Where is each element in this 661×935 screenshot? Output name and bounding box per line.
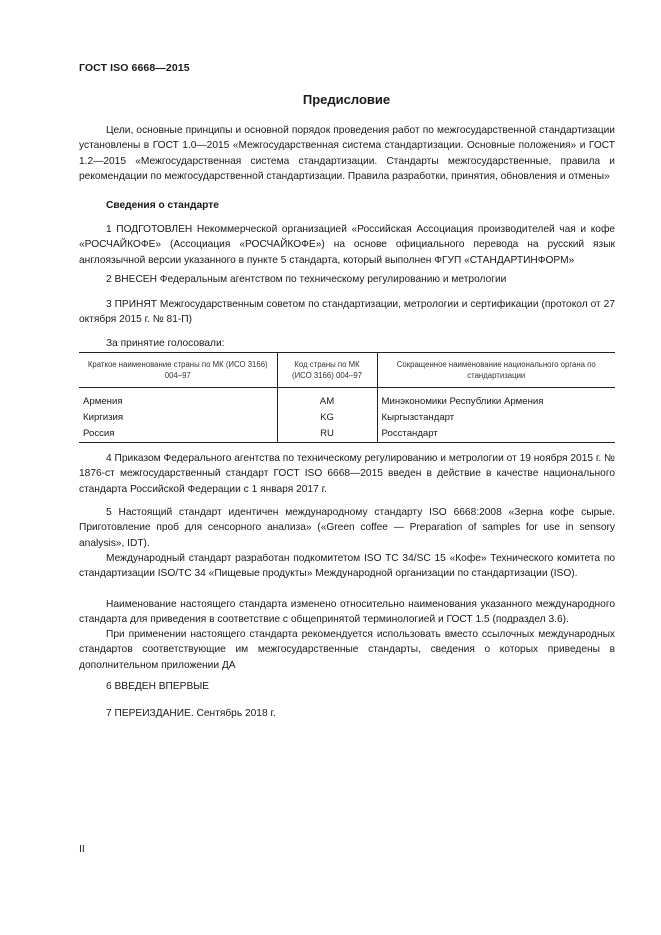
item-5-title-change-paragraph: Наименование настоящего стандарта изменено относительно наименования указанного международного стандарта для приведения в соответствие с общепринятой терминологией и ГОСТ 1.5 (подраздел 3.6).	[79, 599, 615, 626]
item-7-paragraph: 7 ПЕРЕИЗДАНИЕ. Сентябрь 2018 г.	[106, 708, 276, 719]
votes-label: За принятие голосовали:	[106, 338, 225, 349]
country-code-cell: AM	[277, 394, 377, 410]
votes-table	[79, 352, 615, 443]
column-header-code: Код страны по МК (ИСО 3166) 004–97	[277, 353, 377, 388]
country-code-cell: KG	[277, 410, 377, 426]
column-header-country: Краткое наименование страны по МК (ИСО 3166) 004–97	[79, 353, 277, 388]
item-5-paragraph: 5 Настоящий стандарт идентичен международному стандарту ISO 6668:2008 «Зерна кофе сырые. Приготовление проб для сенсорного анализа» («Green coffee — Preparation of samples for use in sensory analysis», IDT).	[79, 507, 615, 549]
table-row	[79, 394, 615, 410]
country-cell: Армения	[79, 394, 277, 410]
item-3-paragraph: 3 ПРИНЯТ Межгосударственным советом по стандартизации, метрологии и сертификации (протокол от 27 октября 2015 г. № 81-П)	[79, 299, 615, 326]
document-id-header: ГОСТ ISO 6668—2015	[79, 62, 190, 74]
section-subheading: Сведения о стандарте	[106, 200, 219, 211]
item-5-reference-paragraph: При применении настоящего стандарта рекомендуется использовать вместо ссылочных международных стандартов соответствующие им межгосударственные стандарты, сведения о которых приведены в дополнительном приложении ДА	[79, 629, 615, 671]
column-header-body: Сокращенное наименование национального органа по стандартизации	[377, 353, 615, 388]
item-2-paragraph: 2 ВНЕСЕН Федеральным агентством по техническому регулированию и метрологии	[106, 274, 507, 285]
standards-body-cell: Росстандарт	[377, 426, 615, 443]
page-number: II	[79, 843, 85, 855]
item-4-paragraph: 4 Приказом Федерального агентства по техническому регулированию и метрологии от 19 ноября 2015 г. № 1876-ст межгосударственный стандарт ГОСТ ISO 6668—2015 введен в действие в качестве национального стандарта Российской Федерации с 1 января 2017 г.	[79, 453, 615, 495]
table-row	[79, 426, 615, 443]
standards-body-cell: Кыргызстандарт	[377, 410, 615, 426]
votes-table-header-row	[79, 353, 615, 388]
standards-body-cell: Минэкономики Республики Армения	[377, 394, 615, 410]
item-1-paragraph: 1 ПОДГОТОВЛЕН Некоммерческой организацией «Российская Ассоциация производителей чая и кофе «РОСЧАЙКОФЕ» (Ассоциация «РОСЧАЙКОФЕ») на основе официального перевода на русский язык англоязычной версии указанного в пункте 5 стандарта, который выполнен ФГУП «СТАНДАРТИНФОРМ»	[79, 224, 615, 266]
item-5-committee-paragraph: Международный стандарт разработан подкомитетом ISO TC 34/SC 15 «Кофе» Технического комитета по стандартизации ISO/TC 34 «Пищевые продукты» Международной организации по стандартизации (ISO).	[79, 553, 615, 580]
intro-paragraph: Цели, основные принципы и основной порядок проведения работ по межгосударственной стандартизации установлены в ГОСТ 1.0—2015 «Межгосударственная система стандартизации. Основные положения» и ГОСТ 1.2—2015 «Межгосударственная система стандартизации. Стандарты межгосударственные, правила и рекомендации по межгосударственной стандартизации. Правила разработки, принятия, обновления и отмены»	[79, 125, 615, 182]
item-6-paragraph: 6 ВВЕДЕН ВПЕРВЫЕ	[106, 681, 210, 692]
page-title: Предисловие	[302, 92, 391, 107]
country-code-cell: RU	[277, 426, 377, 443]
country-cell: Киргизия	[79, 410, 277, 426]
table-row	[79, 410, 615, 426]
country-cell: Россия	[79, 426, 277, 443]
